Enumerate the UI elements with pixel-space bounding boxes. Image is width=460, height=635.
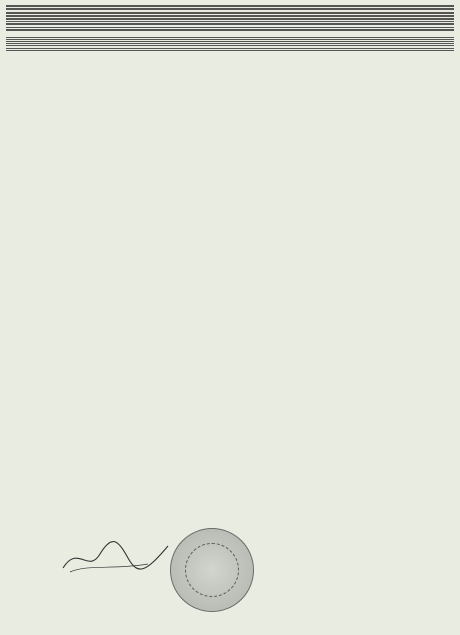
row-13-value xyxy=(178,4,454,5)
row-24-label xyxy=(6,42,178,43)
signature-scribble xyxy=(58,534,173,580)
row-27-value xyxy=(178,49,454,50)
row-25-value xyxy=(178,44,454,45)
row-16-label xyxy=(6,14,178,15)
row-14-label xyxy=(6,7,178,8)
row-15-value xyxy=(178,10,454,11)
row-14-value xyxy=(178,7,454,8)
row-24-value xyxy=(178,42,454,43)
row-25-label xyxy=(6,44,178,45)
row-16-value xyxy=(178,14,454,15)
row-23-label xyxy=(6,40,178,41)
signature-block xyxy=(0,520,460,635)
row-20-value xyxy=(178,25,454,26)
row-18-label xyxy=(6,20,178,21)
row-18-value xyxy=(178,20,454,21)
row-26-value xyxy=(178,46,454,47)
official-seal xyxy=(170,528,254,612)
row-15-label xyxy=(6,10,178,11)
row-22-label xyxy=(6,38,178,39)
row-23-value xyxy=(178,40,454,41)
row-22-value xyxy=(178,38,454,39)
row-17-value xyxy=(178,17,454,18)
section-title xyxy=(6,31,454,38)
row-21-label xyxy=(6,28,178,29)
row-26-label xyxy=(6,46,178,47)
row-21-value xyxy=(178,28,454,29)
row-27 xyxy=(6,49,454,51)
row-27-label xyxy=(6,49,178,50)
row-20-label xyxy=(6,25,178,26)
row-19-value xyxy=(178,22,454,23)
row-17-label xyxy=(6,17,178,18)
row-19-label xyxy=(6,22,178,23)
row-13-label xyxy=(6,4,178,5)
